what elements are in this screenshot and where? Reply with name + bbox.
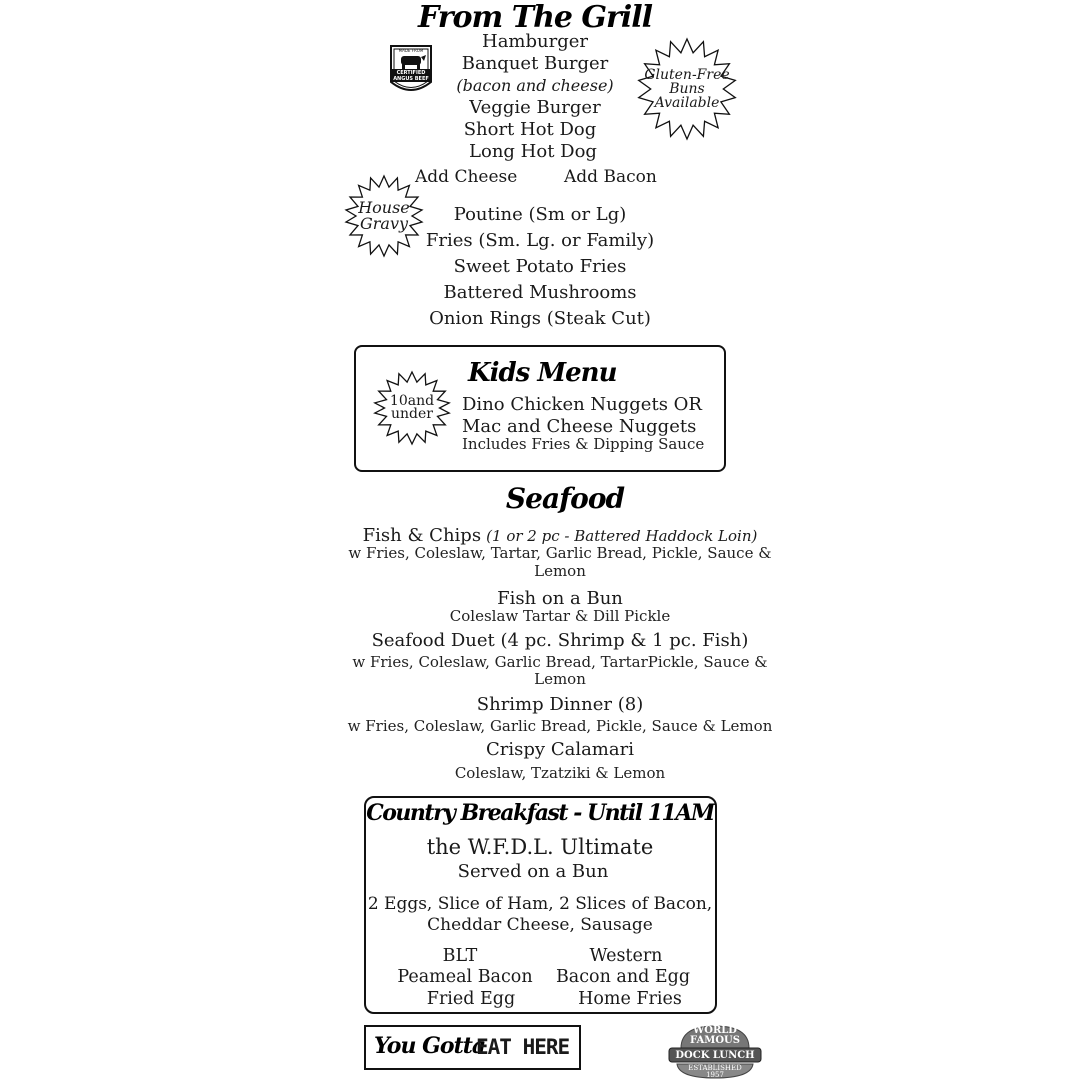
seafood-fish-on-bun: Fish on a Bun (497, 588, 623, 609)
gravy-line2: Gravy (359, 214, 409, 233)
breakfast-contents-2: Cheddar Cheese, Sausage (427, 915, 653, 935)
gluten-line3: Available (654, 95, 720, 111)
fish-chips-note: (1 or 2 pc - Battered Haddock Loin) (486, 527, 758, 545)
fish-chips-desc: w Fries, Coleslaw, Tartar, Garlic Bread, Pickle, Sauce & (348, 544, 772, 562)
breakfast-served: Served on a Bun (457, 861, 609, 882)
house-gravy-star (340, 174, 428, 258)
angus-beef-logo (387, 42, 435, 98)
kids-age-star (369, 370, 455, 446)
add-cheese: Add Cheese (415, 167, 518, 187)
kids-menu-title: Kids Menu (468, 358, 617, 388)
seafood-duet: Seafood Duet (4 pc. Shrimp & 1 pc. Fish) (371, 630, 749, 651)
menu-item-veggie-burger: Veggie Burger (469, 97, 601, 118)
side-poutine: Poutine (Sm or Lg) (453, 204, 627, 225)
side-sweet-potato-fries: Sweet Potato Fries (453, 256, 627, 277)
logo-world: WORLD (693, 1025, 737, 1036)
slogan-script: You Gotta (374, 1033, 486, 1059)
side-battered-mushrooms: Battered Mushrooms (443, 282, 637, 303)
seafood-title: Seafood (505, 482, 625, 515)
kids-includes: Includes Fries & Dipping Sauce (462, 435, 705, 453)
kids-item-dino-nuggets: Dino Chicken Nuggets OR (462, 394, 702, 415)
menu-item-hamburger: Hamburger (482, 31, 588, 52)
logo-established: ESTABLISHED (688, 1064, 742, 1072)
breakfast-peameal: Peameal Bacon (397, 967, 533, 987)
menu-item-banquet-burger: Banquet Burger (461, 53, 609, 74)
dock-lunch-logo (667, 1024, 763, 1080)
breakfast-blt: BLT (442, 946, 478, 966)
breakfast-ultimate: the W.F.D.L. Ultimate (426, 835, 654, 859)
breakfast-western: Western (589, 946, 663, 966)
menu-item-long-hot-dog: Long Hot Dog (469, 141, 597, 162)
kids-item-mac-cheese-nuggets: Mac and Cheese Nuggets (462, 416, 697, 437)
menu-item-short-hot-dog: Short Hot Dog (463, 119, 597, 140)
logo-year: 1957 (706, 1071, 724, 1079)
fish-chips-name: Fish & Chips (362, 525, 482, 546)
angus-top: MADE FROM (398, 48, 424, 53)
breakfast-home-fries: Home Fries (578, 989, 682, 1009)
menu-item-banquet-note: (bacon and cheese) (456, 76, 614, 95)
slogan-box (364, 1025, 581, 1070)
seafood-duet-desc: w Fries, Coleslaw, Garlic Bread, TartarPickle, Sauce & (352, 653, 768, 671)
seafood-crispy-calamari: Crispy Calamari (486, 739, 634, 760)
side-fries: Fries (Sm. Lg. or Family) (425, 230, 655, 251)
gluten-free-star (632, 37, 742, 141)
breakfast-title: Country Breakfast - Until 11AM (366, 800, 714, 826)
kids-age-line2: under (391, 406, 433, 422)
calamari-desc: Coleslaw, Tzatziki & Lemon (454, 764, 666, 782)
shrimp-dinner-desc: w Fries, Coleslaw, Garlic Bread, Pickle, Sauce & Lemon (347, 717, 773, 735)
angus-line1: CERTIFIED (396, 70, 426, 76)
angus-line2: ANGUS BEEF (393, 76, 429, 82)
seafood-shrimp-dinner: Shrimp Dinner (8) (476, 694, 644, 715)
breakfast-bacon-egg: Bacon and Egg (555, 967, 691, 987)
kids-age-line1: 10and (389, 393, 435, 409)
side-onion-rings: Onion Rings (Steak Cut) (429, 308, 651, 329)
grill-title: From The Grill (417, 0, 653, 35)
breakfast-contents: 2 Eggs, Slice of Ham, 2 Slices of Bacon, (367, 894, 713, 914)
gluten-line1: Gluten-Free (644, 67, 730, 83)
gluten-line2: Buns (669, 81, 705, 97)
logo-famous: FAMOUS (690, 1035, 740, 1046)
breakfast-fried-egg: Fried Egg (426, 989, 516, 1009)
add-bacon: Add Bacon (564, 167, 657, 187)
logo-dock-lunch: DOCK LUNCH (675, 1050, 755, 1061)
seafood-fish-chips (340, 525, 780, 546)
fish-chips-desc-2: Lemon (534, 562, 586, 580)
gravy-line1: House (358, 198, 410, 217)
seafood-duet-desc-2: Lemon (534, 670, 586, 688)
slogan-bold: EAT HERE (476, 1035, 570, 1059)
fish-on-bun-desc: Coleslaw Tartar & Dill Pickle (449, 607, 671, 625)
